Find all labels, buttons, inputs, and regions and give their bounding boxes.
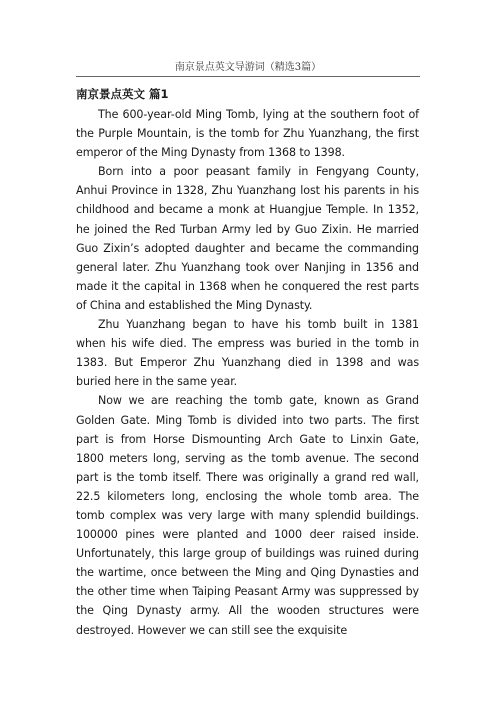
- page-header-title: 南京景点英文导游词（精选3篇）: [174, 62, 322, 73]
- paragraph-4: Now we are reaching the tomb gate, known as Grand Golden Gate. Ming Tomb is divided into two parts. The first part is from Horse Dismounting Arch Gate to Linxin Gate, 1800 meters long, serving as the tomb avenue. The second part is the tomb itself. There was originally a grand red wall, 22.5 kilometers long, enclosing the whole tomb area. The tomb complex was very large with many splendid buildings. 100000 pines were planted and 1000 deer raised inside. Unfortunately, this large group of buildings was ruined during the wartime, once between the Ming and Qing Dynasties and the other time when Taiping Peasant Army was suppressed by the Qing Dynasty army. All the wooden structures were destroyed. However we can still see the exquisite: [76, 394, 419, 637]
- paragraph-1: The 600-year-old Ming Tomb, lying at the southern foot of the Purple Mountain, is the tomb for Zhu Yuanzhang, the first emperor of the Ming Dynasty from 1368 to 1398.: [76, 108, 419, 160]
- header-divider: [76, 76, 420, 77]
- paragraph-2: Born into a poor peasant family in Fengyang County, Anhui Province in 1328, Zhu Yuanzhang lost his parents in his childhood and became a monk at Huangjue Temple. In 1352, he joined the Red Turban Army led by Guo Zixin. He married Guo Zixin’s adopted daughter and became the commanding general later. Zhu Yuanzhang took over Nanjing in 1356 and made it the capital in 1368 when he conquered the rest parts of China and established the Ming Dynasty.: [76, 165, 419, 312]
- paragraph-3: Zhu Yuanzhang began to have his tomb built in 1381 when his wife died. The empress was buried in the tomb in 1383. But Emperor Zhu Yuanzhang died in 1398 and was buried here in the same year.: [76, 318, 419, 389]
- section-heading: 南京景点英文 篇1: [76, 87, 169, 101]
- document-body: [76, 86, 419, 640]
